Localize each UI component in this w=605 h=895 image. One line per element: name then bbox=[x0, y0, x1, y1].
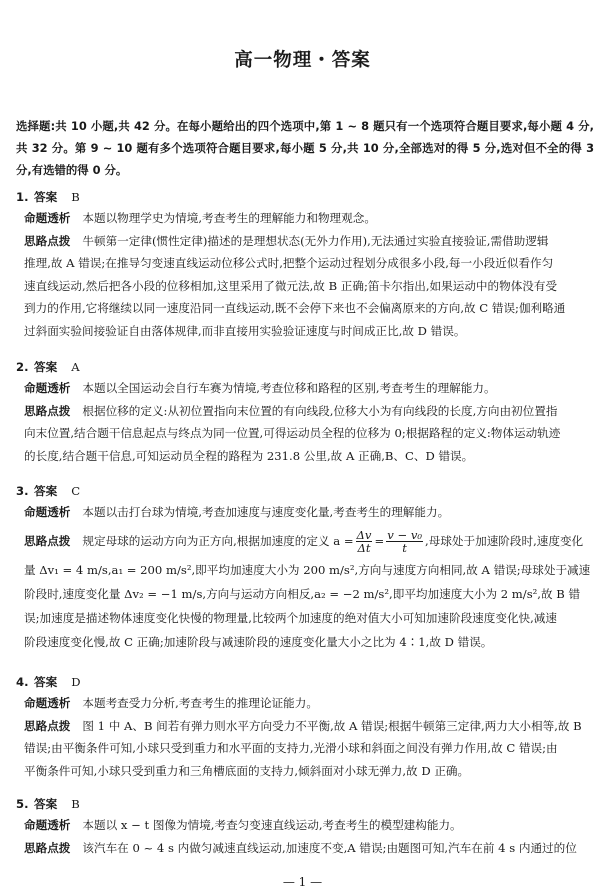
solution-paragraph bbox=[16, 400, 594, 468]
answer-key-label: 答案 bbox=[34, 190, 58, 204]
answer-key-label: 答案 bbox=[34, 484, 58, 498]
analysis-tag: 命题透析 bbox=[24, 696, 71, 710]
solution-tag: 思路点拨 bbox=[24, 840, 71, 855]
answer-key-label: 答案 bbox=[34, 360, 58, 374]
analysis-text: 本题以全国运动会自行车赛为情境,考查位移和路程的区别,考查考生的理解能力。 bbox=[82, 381, 496, 395]
solution-text-5: 过斜面实验间接验证自由落体规律,而非直接用实验验证速度与时间成正比,故 D 错误。 bbox=[24, 323, 466, 338]
analysis-line bbox=[16, 377, 594, 400]
analysis-line bbox=[16, 501, 594, 524]
analysis-tag: 命题透析 bbox=[24, 818, 71, 832]
question-number: 2. bbox=[16, 360, 29, 374]
section-intro: 选择题:共 10 小题,共 42 分。在每小题给出的四个选项中,第 1 ~ 8 题只有一个选项符合题目要求,每小题 4 分,共 32 分。第 9 ~ 10 题有多个选项符合题目要求,每小题 5 分,共 10 分,全部选对的得 5 分,选对但不全的得 3 分,有选错的得 0 分。 bbox=[16, 119, 594, 177]
fraction-dv-dt: $\frac{\Delta v}{\Delta t}$ bbox=[356, 528, 372, 555]
solution-text-2: 向末位置,结合题干信息起点与终点为同一位置,可得运动员全程的位移为 0;根据路程的定义:物体运动轨迹 bbox=[24, 426, 561, 440]
solution-text-2: 错误;由平衡条件可知,小球只受到重力和水平面的支持力,光滑小球和斜面之间没有弹力作用,故 C 错误;由 bbox=[24, 741, 558, 755]
solution-tag: 思路点拨 bbox=[24, 718, 71, 733]
solution-text-1: 规定母球的运动方向为正方向,根据加速度的定义 a = bbox=[82, 533, 354, 548]
page-title: 高一物理・答案 bbox=[234, 50, 371, 71]
solution-text-4: 误;加速度是描述物体速度变化快慢的物理量,比较两个加速度的绝对值大小可知加速阶段速度变化快,减速 bbox=[24, 610, 557, 625]
fraction-v-v0-t: $\frac{\text{v − v₀}}{t}$ bbox=[387, 528, 423, 555]
analysis-tag: 命题透析 bbox=[24, 211, 71, 225]
solution-text-4: 到力的作用,它将继续以同一速度沿同一直线运动,既不会停下来也不会偏离原来的方向,故 C 错误;伽利略通 bbox=[24, 301, 566, 315]
solution-text-1b: ,母球处于加速阶段时,速度变化 bbox=[425, 533, 584, 548]
answer-letter: A bbox=[71, 360, 80, 374]
answer-line bbox=[16, 481, 594, 501]
analysis-text: 本题考查受力分析,考查考生的推理论证能力。 bbox=[82, 696, 318, 710]
solution-paragraph: 思路点拨 规定母球的运动方向为正方向,根据加速度的定义 a = $\frac{\Delta v}{\Delta t}$ = $\frac{\text{v − v₀}}{t}$ ,母球处于加速阶段时,速度变化 量 Δv₁ = 4 m/s,a₁ = 200 m/s²,即平均加速度大小为 200 m/s²,方向与速度方向相同,故 A 错误;母球处于减速 阶段时,速度变化量 Δv₂ = −1 m/s,方向与运动方向相反,a₂ = −2 m/s²,即平均加速度大小为 2 m/s²,故 B 错 误;加速度是描述物体速度变化快慢的物理量,比较两个加速度的绝对值大小可知加速阶段速度变化快,减速 阶段速度变化慢,故 C 正确;加速阶段与减速阶段的速度变化量大小之比为 4∶1,故 D 错误。 bbox=[16, 524, 594, 654]
analysis-tag: 命题透析 bbox=[24, 381, 71, 395]
solution-text-3: 平衡条件可知,小球只受到重力和三角槽底面的支持力,倾斜面对小球无弹力,故 D 正确。 bbox=[24, 763, 470, 778]
analysis-line bbox=[16, 692, 594, 715]
solution-text-1: 该汽车在 0 ~ 4 s 内做匀减速直线运动,加速度不变,A 错误;由题图可知,汽车在前 4 s 内通过的位 bbox=[82, 840, 577, 855]
solution-tag: 思路点拨 bbox=[24, 533, 71, 548]
answer-line bbox=[16, 794, 594, 814]
answer-letter: C bbox=[71, 484, 81, 498]
analysis-tag: 命题透析 bbox=[24, 505, 71, 519]
question-2 bbox=[16, 357, 594, 467]
answer-letter: B bbox=[71, 190, 80, 204]
question-5 bbox=[16, 794, 594, 859]
solution-text-1: 牛顿第一定律(惯性定律)描述的是理想状态(无外力作用),无法通过实验直接验证,需借助逻辑 bbox=[82, 233, 549, 248]
answer-letter: D bbox=[71, 675, 81, 689]
question-3 bbox=[16, 481, 594, 654]
analysis-line bbox=[16, 207, 594, 230]
solution-text-1: 根据位移的定义:从初位置指向末位置的有向线段,位移大小为有向线段的长度,方向由初位置指 bbox=[82, 403, 558, 418]
analysis-text: 本题以物理学史为情境,考查考生的理解能力和物理观念。 bbox=[82, 211, 376, 225]
analysis-text: 本题以 x − t 图像为情境,考查匀变速直线运动,考查考生的模型建构能力。 bbox=[82, 818, 462, 832]
question-4 bbox=[16, 672, 594, 782]
solution-text-2: 推理,故 A 错误;在推导匀变速直线运动位移公式时,把整个运动过程划分成很多小段,每一小段近似看作匀 bbox=[24, 256, 554, 270]
solution-paragraph bbox=[16, 837, 594, 860]
solution-text-1: 图 1 中 A、B 间若有弹力则水平方向受力不平衡,故 A 错误;根据牛顿第三定律,两力大小相等,故 B bbox=[82, 718, 582, 733]
question-number: 3. bbox=[16, 484, 29, 498]
analysis-text: 本题以击打台球为情境,考查加速度与速度变化量,考查考生的理解能力。 bbox=[82, 505, 450, 519]
answer-line bbox=[16, 357, 594, 377]
page-number: — 1 — bbox=[282, 875, 323, 889]
question-number: 1. bbox=[16, 190, 29, 204]
analysis-line bbox=[16, 814, 594, 837]
solution-text-3: 速直线运动,然后把各小段的位移相加,这里采用了微元法,故 B 正确;笛卡尔指出,如果运动中的物体没有受 bbox=[24, 278, 558, 293]
answer-key-label: 答案 bbox=[34, 675, 58, 689]
solution-tag: 思路点拨 bbox=[24, 233, 71, 248]
answer-letter: B bbox=[71, 797, 80, 811]
answer-line bbox=[16, 187, 594, 207]
solution-paragraph bbox=[16, 230, 594, 343]
question-1 bbox=[16, 187, 594, 342]
solution-text-3: 的长度,结合题干信息,可知运动员全程的路程为 231.8 公里,故 A 正确,B、C、D 错误。 bbox=[24, 448, 474, 463]
question-number: 4. bbox=[16, 675, 29, 689]
solution-text-5: 阶段速度变化慢,故 C 正确;加速阶段与减速阶段的速度变化量大小之比为 4∶1,故 D 错误。 bbox=[24, 634, 493, 649]
answer-line bbox=[16, 672, 594, 692]
solution-paragraph bbox=[16, 715, 594, 783]
solution-tag: 思路点拨 bbox=[24, 403, 71, 418]
question-number: 5. bbox=[16, 797, 29, 811]
solution-text-3: 阶段时,速度变化量 Δv₂ = −1 m/s,方向与运动方向相反,a₂ = −2 m/s²,即平均加速度大小为 2 m/s²,故 B 错 bbox=[24, 586, 581, 601]
answer-key-label: 答案 bbox=[34, 797, 58, 811]
solution-text-2: 量 Δv₁ = 4 m/s,a₁ = 200 m/s²,即平均加速度大小为 200 m/s²,方向与速度方向相同,故 A 错误;母球处于减速 bbox=[24, 562, 591, 577]
